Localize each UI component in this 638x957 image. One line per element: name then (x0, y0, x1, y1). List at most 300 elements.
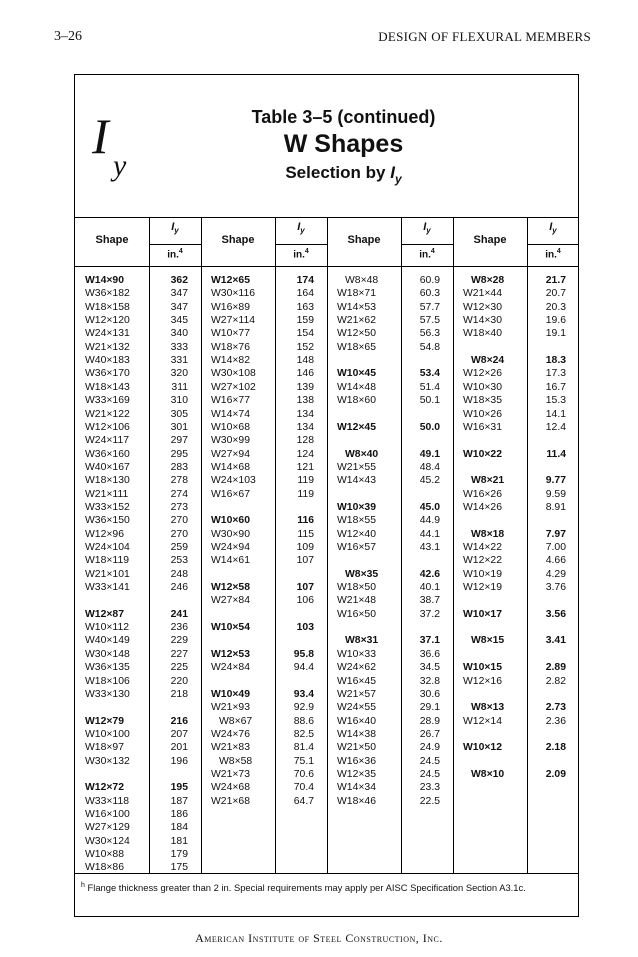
table-caption-number: Table 3–5 (continued) (251, 107, 436, 127)
table-cell-iy: 2.82 (545, 675, 566, 687)
table-cell-iy: 24.5 (419, 755, 440, 767)
table-cell-shape: W21×73 (211, 768, 250, 780)
table-cell-shape: W14×38 (337, 728, 376, 740)
table-cell-iy: 21.7 (545, 275, 566, 286)
table-cell-shape: W10×26 (463, 408, 502, 420)
table-cell-iy: 4.66 (545, 555, 566, 567)
table-cell-shape: W30×132 (85, 755, 130, 767)
table-cell-iy: 40.1 (419, 582, 440, 594)
table-cell-shape: W27×94 (211, 448, 250, 460)
table-cell-iy: 311 (171, 381, 188, 393)
table-cell-iy: 195 (170, 782, 188, 794)
table-cell-iy: 106 (296, 595, 314, 607)
table-cell-shape: W8×48 (345, 275, 379, 286)
table-cell-shape: W21×48 (337, 595, 376, 607)
table-cell-shape: W21×50 (337, 742, 376, 754)
running-head: DESIGN OF FLEXURAL MEMBERS (378, 29, 591, 44)
table-cell-shape: W18×55 (337, 515, 376, 527)
page-number: 3–26 (54, 29, 82, 44)
table-cell-shape: W18×76 (211, 341, 250, 353)
table-cell-iy: 347 (170, 288, 188, 300)
table-cell-shape: W24×103 (211, 475, 256, 487)
table-cell-shape: W27×114 (211, 315, 255, 327)
table-cell-shape: W8×13 (471, 702, 505, 714)
table-cell-iy: 134 (296, 408, 314, 420)
table-cell-iy: 2.36 (545, 715, 566, 727)
table-cell-iy: 93.4 (293, 688, 314, 700)
table-cell-iy: 44.9 (419, 515, 440, 527)
table-cell-shape: W8×18 (471, 528, 505, 540)
table-cell-shape: W36×150 (85, 515, 130, 527)
table-frame (74, 74, 579, 917)
table-cell-iy: 362 (170, 275, 188, 286)
table-cell-iy: 29.1 (419, 702, 440, 714)
table-cell-iy: 248 (170, 568, 188, 580)
table-cell-shape: W10×49 (211, 688, 250, 700)
table-cell-iy: 347 (170, 301, 188, 313)
table-cell-shape: W14×68 (211, 461, 250, 473)
table-cell-shape: W10×17 (463, 608, 502, 620)
caption-prefix: Selection by (285, 163, 391, 182)
table-cell-shape: W27×102 (211, 381, 256, 393)
table-cell-iy: 60.9 (419, 275, 440, 286)
header-unit-text: in. (167, 249, 179, 261)
table-cell-shape: W24×62 (337, 662, 376, 674)
selection-table (75, 217, 578, 874)
table-cell-shape: W8×40 (345, 448, 379, 460)
table-cell-shape: W33×141 (85, 582, 130, 594)
table-cell-shape: W10×100 (85, 728, 130, 740)
table-cell-iy: 48.4 (419, 461, 440, 473)
table-cell-shape: W10×15 (463, 662, 502, 674)
header-shape: Shape (347, 234, 381, 246)
table-cell-shape: W10×88 (85, 849, 124, 861)
table-cell-iy: 196 (170, 755, 188, 767)
table-cell-iy: 70.6 (293, 768, 314, 780)
table-cell-iy: 107 (296, 582, 314, 594)
caption-symbol-sub: y (394, 172, 402, 186)
table-cell-iy: 32.8 (419, 675, 440, 687)
table-cell-shape: W12×35 (337, 768, 376, 780)
table-cell-iy: 340 (170, 328, 188, 340)
table-cell-shape: W21×57 (337, 688, 376, 700)
table-cell-iy: 7.97 (545, 528, 566, 540)
table-cell-shape: W24×76 (211, 728, 250, 740)
table-cell-shape: W12×72 (85, 782, 124, 794)
table-cell-shape: W16×89 (211, 301, 250, 313)
header-unit-text: in. (545, 249, 557, 261)
header-unit-sup: 4 (178, 248, 183, 255)
table-cell-iy: 37.2 (419, 608, 440, 620)
table-cell-iy: 225 (170, 662, 188, 674)
table-cell-shape: W24×131 (85, 328, 130, 340)
iy-glyph-main: I (92, 108, 109, 164)
header-unit (401, 244, 453, 260)
table-cell-shape: W14×26 (463, 501, 502, 513)
table-cell-iy: 30.6 (419, 688, 440, 700)
header-unit-sup: 4 (304, 248, 309, 255)
table-cell-shape: W24×84 (211, 662, 250, 674)
footnote (75, 873, 578, 893)
table-cell-iy: 115 (297, 528, 314, 540)
table-cell-shape: W18×60 (337, 395, 376, 407)
table-cell-iy: 7.00 (545, 542, 566, 553)
table-cell-iy: 2.73 (545, 702, 566, 714)
table-cell-iy: 220 (170, 675, 188, 687)
table-cell-shape: W12×87 (85, 608, 124, 620)
table-cell-iy: 186 (170, 809, 188, 820)
table-cell-shape: W14×34 (337, 782, 376, 794)
table-cell-iy: 2.89 (545, 662, 566, 674)
table-cell-iy: 159 (296, 315, 314, 327)
table-cell-iy: 38.7 (419, 595, 440, 607)
table-cell-shape: W24×104 (85, 542, 130, 553)
table-cell-iy: 119 (297, 488, 314, 500)
table-cell-shape: W33×118 (85, 795, 129, 807)
table-cell-shape: W10×68 (211, 421, 250, 433)
table-cell-shape: W21×111 (85, 488, 129, 500)
table-cell-shape: W30×90 (211, 528, 250, 540)
table-cell-shape: W8×10 (471, 768, 505, 780)
header-iy-symbol: I (423, 221, 427, 233)
table-cell-iy: 216 (170, 715, 188, 727)
table-cell-shape: W21×83 (211, 742, 250, 754)
table-cell-shape: W16×26 (463, 488, 502, 500)
footnote-text: Flange thickness greater than 2 in. Special requirements may apply per AISC Specification Section A3.1c. (84, 882, 526, 894)
table-cell-iy: 2.18 (545, 742, 566, 754)
header-unit-text: in. (293, 249, 305, 261)
header-unit-sup: 4 (430, 248, 435, 255)
table-cell-iy: 56.3 (419, 328, 440, 340)
table-cell-shape: W18×143 (85, 381, 130, 393)
table-cell-iy: 121 (296, 461, 314, 473)
header-iy (275, 221, 327, 233)
table-caption-title: W Shapes (283, 130, 404, 158)
table-cell-shape: W8×15 (471, 635, 505, 647)
table-cell-shape: W21×44 (463, 288, 502, 300)
table-cell-iy: 57.7 (419, 301, 440, 313)
table-cell-shape: W12×58 (211, 582, 250, 594)
table-cell-iy: 50.1 (419, 395, 440, 407)
header-iy (149, 221, 201, 233)
table-cell-iy: 270 (170, 515, 188, 527)
table-cell-iy: 16.7 (545, 381, 566, 393)
table-cell-iy: 53.4 (419, 368, 440, 380)
table-cell-shape: W10×19 (463, 568, 502, 580)
table-cell-iy: 14.1 (545, 408, 566, 420)
table-cell-shape: W21×62 (337, 315, 376, 327)
table-cell-iy: 181 (170, 835, 188, 847)
table-cell-iy: 270 (170, 528, 188, 540)
table-cell-shape: W12×30 (463, 301, 502, 313)
header-iy-sub: y (426, 226, 431, 235)
table-cell-iy: 20.3 (545, 301, 566, 313)
table-cell-shape: W21×101 (85, 568, 130, 580)
table-cell-iy: 34.5 (419, 662, 440, 674)
table-cell-shape: W8×24 (471, 355, 505, 367)
footnote-marker: h (81, 882, 85, 889)
table-cell-iy: 15.3 (545, 395, 566, 407)
table-cell-shape: W10×54 (211, 622, 250, 634)
table-cell-shape: W16×100 (85, 809, 130, 820)
table-cell-iy: 45.0 (419, 501, 440, 513)
table-cell-shape: W12×120 (85, 315, 130, 327)
table-cell-shape: W10×30 (463, 381, 502, 393)
iy-glyph-sub: y (113, 149, 127, 182)
table-cell-shape: W14×74 (211, 408, 250, 420)
table-cell-shape: W10×12 (463, 742, 502, 754)
table-cell-shape: W21×68 (211, 795, 250, 807)
table-cell-iy: 201 (170, 742, 188, 754)
table-cell-shape: W10×112 (85, 622, 129, 634)
table-cell-iy: 26.7 (419, 728, 440, 740)
header-iy-symbol: I (549, 221, 553, 233)
table-cell-iy: 24.5 (419, 768, 440, 780)
header-iy-sub: y (552, 226, 557, 235)
table-cell-iy: 9.77 (545, 475, 566, 487)
table-cell-iy: 28.9 (419, 715, 440, 727)
table-cell-iy: 333 (170, 341, 188, 353)
table-cell-shape: W8×28 (471, 275, 505, 286)
table-cell-iy: 164 (296, 288, 314, 300)
table-cell-shape: W36×160 (85, 448, 130, 460)
table-cell-iy: 3.41 (545, 635, 566, 647)
table-cell-iy: 138 (296, 395, 314, 407)
table-cell-shape: W16×50 (337, 608, 376, 620)
table-cell-shape: W24×68 (211, 782, 250, 794)
table-cell-iy: 139 (296, 381, 314, 393)
table-cell-shape: W18×40 (463, 328, 502, 340)
table-cell-iy: 246 (170, 582, 188, 594)
table-cell-iy: 45.2 (419, 475, 440, 487)
table-cell-shape: W12×96 (85, 528, 124, 540)
table-cell-shape: W12×50 (337, 328, 376, 340)
table-cell-shape: W21×55 (337, 461, 376, 473)
table-cell-iy: 70.4 (293, 782, 314, 794)
table-cell-shape: W18×65 (337, 341, 376, 353)
table-cell-shape: W30×116 (211, 288, 255, 300)
table-cell-iy: 20.7 (545, 288, 566, 300)
table-cell-shape: W24×94 (211, 542, 250, 553)
header-shape: Shape (473, 234, 507, 246)
header-iy (527, 221, 579, 233)
table-cell-shape: W21×132 (85, 341, 130, 353)
table-cell-shape: W16×67 (211, 488, 250, 500)
table-cell-iy: 278 (170, 475, 188, 487)
table-cell-iy: 227 (170, 648, 188, 660)
table-cell-shape: W12×65 (211, 275, 250, 286)
table-cell-iy: 23.3 (419, 782, 440, 794)
table-cell-shape: W33×130 (85, 688, 130, 700)
table-cell-iy: 107 (296, 555, 314, 567)
header-iy-symbol: I (297, 221, 301, 233)
table-cell-shape: W36×170 (85, 368, 130, 380)
table-cell-iy: 152 (296, 341, 314, 353)
table-cell-iy: 295 (170, 448, 188, 460)
header-unit (275, 244, 327, 260)
table-cell-shape: W10×60 (211, 515, 250, 527)
table-cell-shape: W10×39 (337, 501, 376, 513)
table-cell-iy: 310 (170, 395, 188, 407)
table-cell-iy: 18.3 (545, 355, 566, 367)
table-cell-shape: W18×86 (85, 862, 124, 874)
table-cell-iy: 49.1 (419, 448, 440, 460)
table-cell-shape: W8×31 (345, 635, 379, 647)
table-cell-shape: W8×58 (219, 755, 253, 767)
table-cell-iy: 60.3 (419, 288, 440, 300)
table-cell-iy: 148 (296, 355, 314, 367)
caption-symbol: I (390, 163, 395, 182)
table-cell-shape: W18×35 (463, 395, 502, 407)
table-cell-iy: 128 (296, 435, 314, 447)
table-cell-iy: 57.5 (419, 315, 440, 327)
table-cell-iy: 207 (170, 728, 188, 740)
table-cell-shape: W24×117 (85, 435, 129, 447)
table-cell-shape: W21×122 (85, 408, 130, 420)
table-cell-shape: W33×169 (85, 395, 130, 407)
table-cell-iy: 94.4 (293, 662, 314, 674)
table-cell-shape: W14×61 (211, 555, 250, 567)
table-cell-shape: W27×129 (85, 822, 130, 834)
table-cell-iy: 88.6 (293, 715, 314, 727)
table-cell-shape: W14×48 (337, 381, 376, 393)
table-cell-iy: 345 (170, 315, 188, 327)
table-cell-iy: 103 (296, 622, 314, 634)
table-cell-iy: 43.1 (419, 542, 440, 553)
table-cell-shape: W33×152 (85, 501, 130, 513)
table-cell-shape: W40×167 (85, 461, 130, 473)
table-cell-shape: W36×135 (85, 662, 130, 674)
table-cell-iy: 17.3 (545, 368, 566, 380)
table-cell-iy: 82.5 (293, 728, 314, 740)
table-cell-shape: W14×22 (463, 542, 502, 553)
table-cell-shape: W10×33 (337, 648, 376, 660)
table-cell-iy: 92.9 (293, 702, 314, 714)
table-cell-iy: 2.09 (545, 768, 566, 780)
table-cell-iy: 64.7 (293, 795, 314, 807)
header-iy (401, 221, 453, 233)
table-cell-shape: W14×53 (337, 301, 376, 313)
table-cell-shape: W18×106 (85, 675, 130, 687)
table-cell-iy: 253 (170, 555, 188, 567)
table-cell-iy: 8.91 (545, 501, 566, 513)
header-iy-symbol: I (171, 221, 175, 233)
table-cell-shape: W12×79 (85, 715, 124, 727)
table-cell-shape: W12×16 (463, 675, 502, 687)
table-cell-shape: W18×97 (85, 742, 124, 754)
table-cell-iy: 297 (170, 435, 188, 447)
table-cell-iy: 81.4 (293, 742, 314, 754)
table-cell-shape: W30×124 (85, 835, 130, 847)
table-cell-shape: W16×77 (211, 395, 250, 407)
table-cell-iy: 229 (170, 635, 188, 647)
table-cell-shape: W8×35 (345, 568, 379, 580)
table-cell-iy: 187 (170, 795, 188, 807)
table-cell-shape: W8×67 (219, 715, 253, 727)
table-cell-iy: 273 (170, 501, 188, 513)
table-cell-shape: W12×106 (85, 421, 130, 433)
table-cell-iy: 19.6 (545, 315, 566, 327)
table-cell-iy: 124 (296, 448, 314, 460)
table-cell-shape: W16×31 (463, 421, 502, 433)
table-cell-shape: W18×119 (85, 555, 129, 567)
table-cell-shape: W14×90 (85, 275, 124, 286)
table-cell-shape: W18×130 (85, 475, 130, 487)
table-cell-iy: 50.0 (419, 421, 440, 433)
header-unit (149, 244, 201, 260)
table-cell-shape: W30×99 (211, 435, 250, 447)
table-cell-shape: W14×82 (211, 355, 250, 367)
table-cell-shape: W10×22 (463, 448, 502, 460)
table-cell-iy: 19.1 (545, 328, 566, 340)
table-cell-shape: W12×14 (463, 715, 502, 727)
table-cell-shape: W12×26 (463, 368, 502, 380)
table-cell-iy: 12.4 (545, 421, 566, 433)
table-cell-iy: 305 (170, 408, 188, 420)
table-cell-iy: 301 (170, 421, 188, 433)
table-cell-shape: W16×40 (337, 715, 376, 727)
table-cell-iy: 241 (170, 608, 188, 620)
table-cell-iy: 146 (296, 368, 314, 380)
table-cell-iy: 259 (170, 542, 188, 553)
table-cell-shape: W10×77 (211, 328, 250, 340)
table-cell-iy: 184 (170, 822, 188, 834)
table-cell-iy: 51.4 (419, 381, 440, 393)
table-cell-iy: 37.1 (419, 635, 440, 647)
header-shape: Shape (221, 234, 255, 246)
table-cell-iy: 4.29 (545, 568, 566, 580)
table-cell-shape: W18×46 (337, 795, 376, 807)
table-cell-iy: 3.56 (545, 608, 566, 620)
table-cell-iy: 11.4 (546, 448, 566, 460)
table-cell-iy: 174 (296, 275, 314, 286)
table-cell-shape: W18×50 (337, 582, 376, 594)
page-footer: American Institute of Steel Construction, Inc. (195, 931, 443, 945)
table-cell-shape: W12×22 (463, 555, 502, 567)
table-caption-subtitle (75, 163, 578, 186)
table-cell-iy: 218 (170, 688, 188, 700)
table-cell-iy: 175 (170, 862, 188, 874)
table-cell-shape: W10×45 (337, 368, 376, 380)
table-cell-iy: 22.5 (419, 795, 440, 807)
table-cell-iy: 331 (170, 355, 188, 367)
table-cell-iy: 75.1 (293, 755, 314, 767)
table-cell-shape: W8×21 (471, 475, 505, 487)
table-cell-shape: W18×71 (337, 288, 376, 300)
header-unit (527, 244, 579, 260)
table-cell-iy: 42.6 (419, 568, 440, 580)
table-cell-iy: 36.6 (419, 648, 440, 660)
table-cell-iy: 134 (296, 421, 314, 433)
table-cell-iy: 24.9 (419, 742, 440, 754)
table-cell-shape: W14×43 (337, 475, 376, 487)
table-cell-shape: W12×19 (463, 582, 502, 594)
table-cell-shape: W27×84 (211, 595, 250, 607)
table-cell-iy: 54.8 (419, 341, 440, 353)
table-cell-shape: W36×182 (85, 288, 130, 300)
table-cell-shape: W24×55 (337, 702, 376, 714)
table-cell-iy: 320 (170, 368, 188, 380)
table-cell-iy: 44.1 (419, 528, 440, 540)
table-cell-iy: 95.8 (293, 648, 314, 660)
table-cell-iy: 116 (297, 515, 314, 527)
table-cell-iy: 119 (297, 475, 314, 487)
table-cell-iy: 109 (296, 542, 314, 553)
table-cell-shape: W12×45 (337, 421, 376, 433)
table-cell-iy: 179 (170, 849, 188, 861)
table-cell-iy: 163 (296, 301, 314, 313)
header-iy-sub: y (174, 226, 179, 235)
